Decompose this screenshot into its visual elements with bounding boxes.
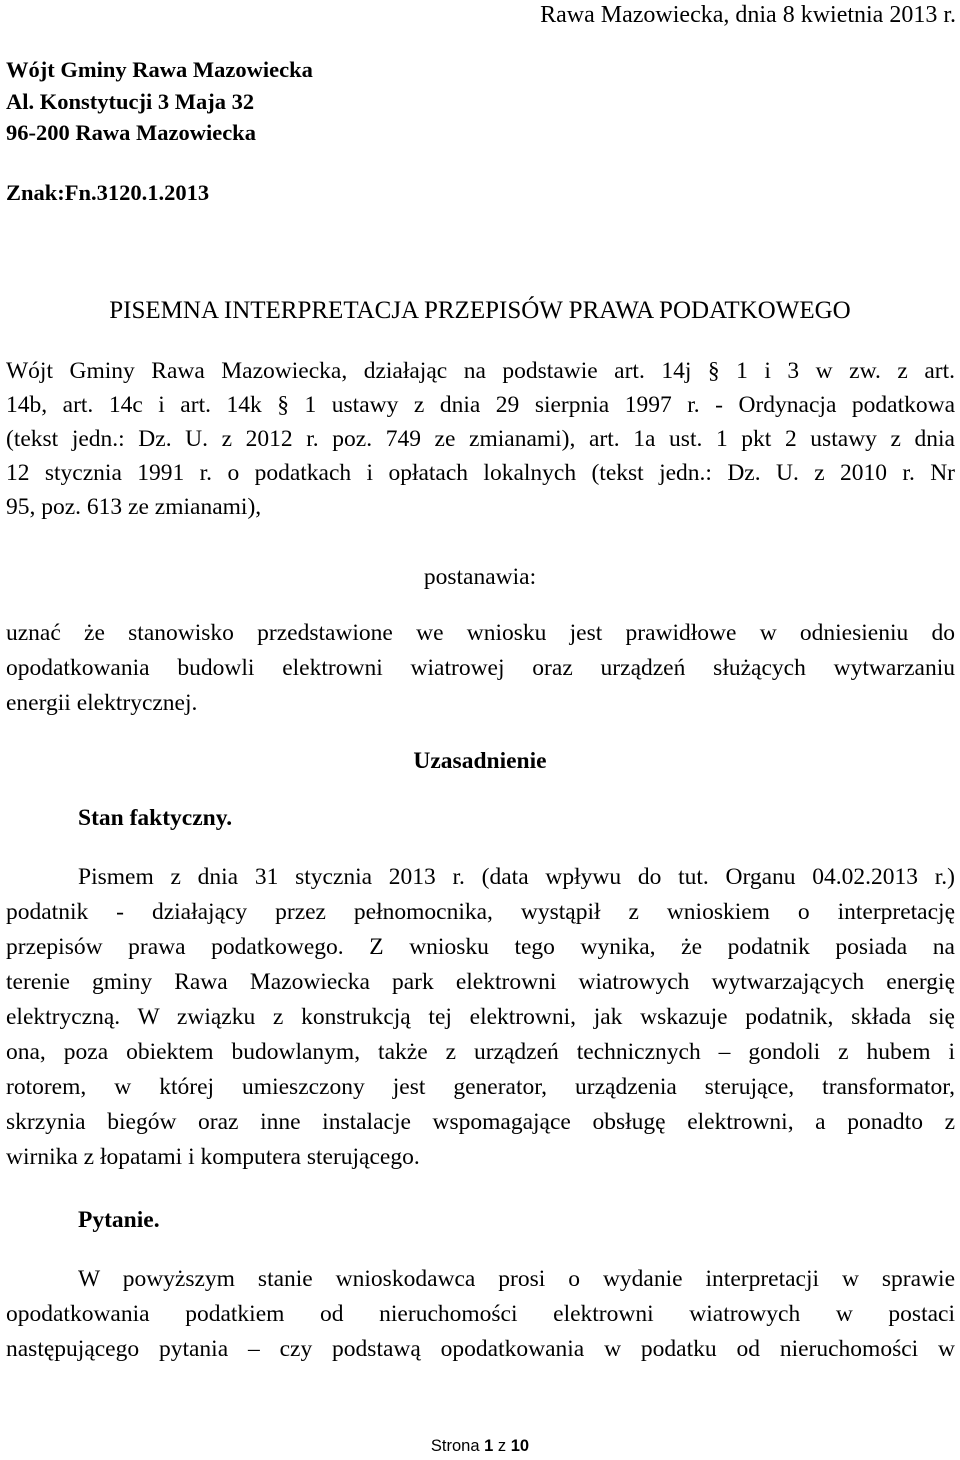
sender-name: Wójt Gminy Rawa Mazowiecka — [6, 57, 313, 82]
paragraph-line: W powyższym stanie wnioskodawca prosi o wydanie interpretacji w sprawie — [78, 1266, 955, 1292]
paragraph-line: 95, poz. 613 ze zmianami), — [6, 494, 262, 520]
paragraph-line: opodatkowania podatkiem od nieruchomości elektrowni wiatrowych w postaci — [6, 1301, 955, 1327]
paragraph-line: Pismem z dnia 31 stycznia 2013 r. (data wpływu do tut. Organu 04.02.2013 r.) — [78, 864, 955, 890]
paragraph-line: energii elektrycznej. — [6, 690, 198, 716]
justification-heading: Uzasadnienie — [413, 748, 547, 774]
page-separator: z — [497, 1437, 507, 1455]
document-title: PISEMNA INTERPRETACJA PRZEPISÓW PRAWA PODATKOWEGO — [109, 297, 851, 324]
page-footer — [0, 1437, 960, 1456]
page-total: 10 — [510, 1437, 530, 1455]
paragraph-line: wirnika z łopatami i komputera sterującego. — [6, 1144, 420, 1170]
paragraph-line: przepisów prawa podatkowego. Z wniosku tego wynika, że podatnik posiada na — [6, 934, 955, 960]
facts-heading: Stan faktyczny. — [78, 805, 233, 831]
paragraph-line: następującego pytania – czy podstawą opodatkowania w podatku od nieruchomości w — [6, 1336, 955, 1362]
sender-postcode-city: 96-200 Rawa Mazowiecka — [6, 120, 256, 145]
paragraph-line: uznać że stanowisko przedstawione we wniosku jest prawidłowe w odniesieniu do — [6, 620, 955, 646]
paragraph-line: (tekst jedn.: Dz. U. z 2012 r. poz. 749 ze zmianami), art. 1a ust. 1 pkt 2 ustawy z dnia — [6, 426, 955, 452]
place-date: Rawa Mazowiecka, dnia 8 kwietnia 2013 r. — [540, 2, 956, 28]
paragraph-line: Wójt Gminy Rawa Mazowiecka, działając na podstawie art. 14j § 1 i 3 w zw. z art. — [6, 358, 955, 384]
page-label: Strona — [430, 1437, 480, 1455]
sender-street: Al. Konstytucji 3 Maja 32 — [6, 89, 255, 114]
page-number: 1 — [484, 1437, 494, 1455]
question-heading: Pytanie. — [78, 1207, 160, 1233]
paragraph-line: podatnik - działający przez pełnomocnika, wystąpił z wnioskiem o interpretację — [6, 899, 955, 925]
paragraph-line: skrzynia biegów oraz inne instalacje wspomagające obsługę elektrowni, a ponadto z — [6, 1109, 955, 1135]
paragraph-line: opodatkowania budowli elektrowni wiatrowej oraz urządzeń służących wytwarzaniu — [6, 655, 955, 681]
paragraph-line: 14b, art. 14c i art. 14k § 1 ustawy z dnia 29 sierpnia 1997 r. - Ordynacja podatkowa — [6, 392, 955, 418]
paragraph-line: elektryczną. W związku z konstrukcją tej elektrowni, jak wskazuje podatnik, składa się — [6, 1004, 955, 1030]
decision-heading: postanawia: — [423, 564, 537, 590]
paragraph-line: 12 stycznia 1991 r. o podatkach i opłatach lokalnych (tekst jedn.: Dz. U. z 2010 r. Nr — [6, 460, 955, 486]
paragraph-line: rotorem, w której umieszczony jest generator, urządzenia sterujące, transformator, — [6, 1074, 955, 1100]
reference-number: Znak:Fn.3120.1.2013 — [6, 180, 210, 205]
paragraph-line: terenie gminy Rawa Mazowiecka park elektrowni wiatrowych wytwarzających energię — [6, 969, 955, 995]
paragraph-line: ona, poza obiektem budowlanym, także z urządzeń technicznych – gondoli z hubem i — [6, 1039, 955, 1065]
